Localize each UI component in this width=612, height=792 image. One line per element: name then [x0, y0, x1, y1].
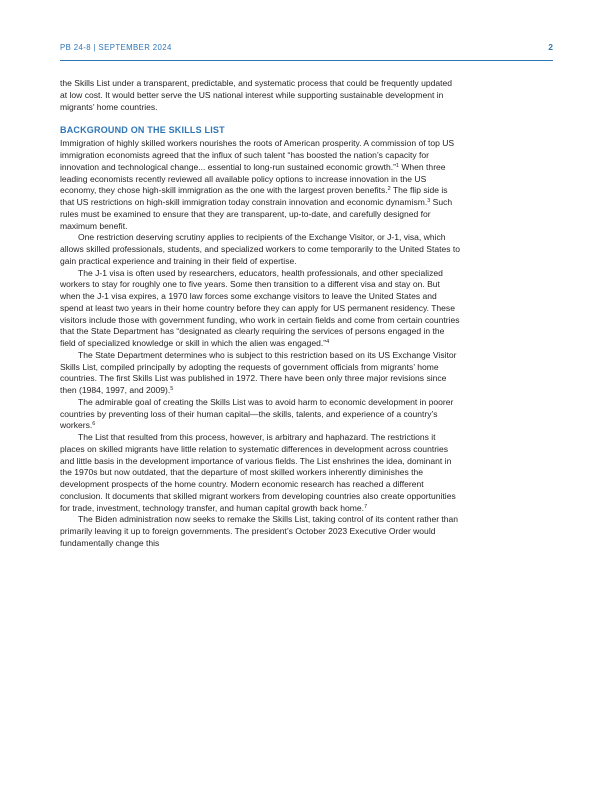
paragraph-7: The Biden administration now seeks to remake the Skills List, taking control of its content rather than primarily leaving it up to foreign governments. The president’s October 2023 Executive Order would fundamentally change this — [60, 514, 459, 548]
footnote-ref-6[interactable]: 6 — [92, 421, 96, 428]
paragraph-6 — [60, 432, 460, 514]
report-id-date: PB 24-8 | SEPTEMBER 2024 — [60, 43, 172, 52]
page-number: 2 — [548, 42, 553, 52]
p5-text: The admirable goal of creating the Skills List was to avoid harm to economic development in poorer countries by preventing loss of their human capital—the skills, talents, and experience of a country’s workers. — [60, 396, 454, 431]
p6-text: The List that resulted from this process, however, is arbitrary and haphazard. The restrictions it places on skilled migrants have little relation to systematic differences in development across countries and little basis in the development importance of various fields. The List enshrines the idea, dominant in the 1970s but now outdated, that the departure of most skilled workers inherently diminishes the development prospects of the home country. Modern economic research has reached a different conclusion. It documents that skilled migrant workers from developing countries also create opportunities for trade, investment, technology transfer, and human capital growth back home. — [60, 432, 456, 513]
footnote-ref-2[interactable]: 2 — [387, 186, 391, 193]
paragraph-5 — [60, 397, 460, 432]
body-text — [60, 78, 460, 550]
footnote-ref-4[interactable]: 4 — [326, 339, 330, 345]
paragraph-3 — [60, 268, 460, 350]
p1-text-b: When three leading economists recently reviewed all available policy options to increase innovation in the US economy, they chose high-skill immigration as the one with the largest proven benefits. — [60, 161, 446, 196]
footnote-ref-7[interactable]: 7 — [364, 503, 368, 510]
footnote-ref-3[interactable]: 3 — [427, 198, 431, 204]
section-heading: BACKGROUND ON THE SKILLS LIST — [60, 125, 225, 136]
p1-text-d: Such rules must be examined to ensure that they are transparent, up-to-date, and carefully designed for maximum benefit. — [60, 197, 453, 231]
paragraph-4 — [60, 350, 460, 397]
paragraph-1 — [60, 138, 460, 232]
intro-paragraph: the Skills List under a transparent, predictable, and systematic process that could be frequently updated at low cost. It would better serve the US national interest while supporting sustainable development in migrants’ home countries. — [60, 78, 452, 112]
paragraph-2: One restriction deserving scrutiny applies to recipients of the Exchange Visitor, or J-1, visa, which allows skilled professionals, students, and specialized workers to come temporarily to the United States to gain practical experience and training in their field of expertise. — [60, 232, 460, 266]
footnote-ref-1[interactable]: 1 — [395, 162, 399, 169]
running-header — [60, 40, 553, 61]
p1-text-a: Immigration of highly skilled workers nourishes the roots of American prosperity. A commission of top US immigration economists agreed that the influx of such talent “has boosted the nation’s capacity for innovation and technological change... essential to long-run sustained economic growth.” — [60, 138, 455, 172]
p3-text: The J-1 visa is often used by researchers, educators, health professionals, and other specialized workers to stay for roughly one to five years. Some then transition to a different visa and stay on. But when the J-1 visa expires, a 1970 law forces some exchange visitors to leave the United States and spend at least two years in their home country before they can apply for US permanent residency. These visitors include those with government funding, who work in certain fields and come from certain countries that the State Department has “designated as clearly requiring the services of persons engaged in the field of specialized knowledge or skill in which the alien was engaged.” — [60, 267, 460, 348]
footnote-ref-5[interactable]: 5 — [170, 386, 174, 392]
p4-text: The State Department determines who is subject to this restriction based on its US Exchange Visitor Skills List, compiled principally by adopting the requests of government officials from migrants’ home countries. The first Skills List was published in 1972. There have been only three major revisions since then (1984, 1997, and 2009). — [60, 349, 457, 395]
p1-text-c: The flip side is that US restrictions on high-skill immigration today constrain innovation and economic dynamism. — [60, 185, 448, 207]
